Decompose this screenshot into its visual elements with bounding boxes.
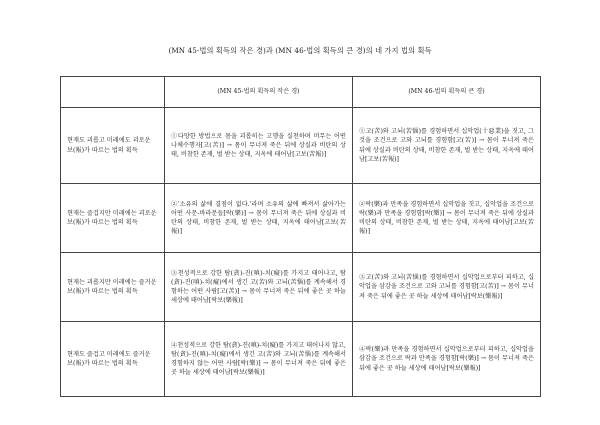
cell-text: ①다양한 방법으로 몸을 괴롭히는 고행을 실천하며 머무는 어떤 나체수행자[고(苦)] → 몸이 무너져 죽은 뒤에 상실과 비탄의 상태, 비참한 존재, 벌 받는 상태, 지옥에 태어남[고보(苦報)] bbox=[171, 132, 346, 159]
comparison-table bbox=[60, 76, 541, 397]
mn45-cell bbox=[165, 184, 353, 253]
table-header-row bbox=[61, 77, 541, 108]
table-row bbox=[61, 108, 541, 184]
mn46-cell bbox=[353, 322, 541, 397]
header-mn46: (MN 46-법의 획득의 큰 경) bbox=[353, 77, 541, 108]
mn46-cell bbox=[353, 108, 541, 184]
cell-text: ③천성적으로 강한 탐(貪)-진(嗔)-치(癡)를 가지고 태어나고, 탐(貪)-진(嗔)-치(癡)에서 생긴 고(苦)와 고뇌(苦惱)를 계속해서 경험하는 어떤 사람[고(苦)] → 몸이 무너져 죽은 뒤에 좋은 곳 하늘 세상에 태어남[락보(樂報)] bbox=[171, 269, 346, 305]
cell-text: ②'소유의 삶에 결점이 없다.'라며 소유의 삶에 빠져서 삶아가는 어떤 사문-바라문들[락(樂)] → 몸이 무너져 죽은 뒤에 상실과 비탄의 상태, 비참한 존재, 벌 받는 상태, 지옥에 태어남[고보(苦報)] bbox=[171, 200, 346, 236]
mn45-cell bbox=[165, 322, 353, 397]
table-row bbox=[61, 184, 541, 253]
cell-text: ④천성적으로 강한 탐(貪)-진(嗔)-치(癡)를 가지고 태어나지 않고, 탐(貪)-진(嗔)-치(癡)에서 생긴 고(苦)와 고뇌(苦惱)를 계속해서 경험하지 않는 어떤 사람[락(樂)] → 몸이 무너져 죽은 뒤에 좋은 곳 하늘 세상에 태어남[락보(樂報)] bbox=[171, 341, 346, 377]
cell-text: ③고(苦)와 고뇌(苦惱)를 경험하면서 십악업으로부터 피하고, 십악업을 삼감을 조건으로 고와 고뇌를 경험함[고(苦)] → 몸이 무너져 죽은 뒤에 좋은 곳 하늘 세상에 태어남[락보(樂報)] bbox=[359, 274, 534, 300]
row-label: 현재는 즐겁지만 미래에는 괴로운 보(報)가 따르는 법의 획득 bbox=[61, 184, 165, 253]
row-label: 현재도 즐겁고 미래에도 즐거운 보(報)가 따르는 법의 획득 bbox=[61, 322, 165, 397]
mn45-cell bbox=[165, 253, 353, 322]
table-row bbox=[61, 253, 541, 322]
mn45-cell bbox=[165, 108, 353, 184]
header-mn45: (MN 45-법의 획득의 작은 경) bbox=[165, 77, 353, 108]
row-label: 현재도 괴롭고 미래에도 괴로운 보(報)가 따르는 법의 획득 bbox=[61, 108, 165, 184]
row-label: 현재는 괴롭지만 미래에는 즐거운 보(報)가 따르는 법의 획득 bbox=[61, 253, 165, 322]
table-row bbox=[61, 322, 541, 397]
mn46-cell bbox=[353, 184, 541, 253]
document-title: (MN 45-법의 획득의 작은 경)과 (MN 46-법의 획득의 큰 경)의 네 가지 법의 획득 bbox=[168, 46, 432, 55]
mn46-cell bbox=[353, 253, 541, 322]
cell-text: ①고(苦)와 고뇌(苦惱)를 경험하면서 십악업(十惡業)을 짓고, 그것을 조건으로 고와 고뇌를 경험함[고(苦)] → 몸이 무너져 죽은 뒤에 상실과 비탄의 상태, 비참한 존재, 벌 받는 상태, 지옥에 태어남[고보(苦報)] bbox=[359, 128, 534, 163]
header-blank-cell bbox=[61, 77, 165, 108]
cell-text: ②락(樂)과 만족을 경험하면서 십악업을 짓고, 십악업을 조건으로 락(樂)과 만족을 경험함[락(樂)] → 몸이 무너져 죽은 뒤에 상실과 비탄의 상태, 비참한 존재, 벌 받는 상태, 지옥에 태어남[고보(苦報)] bbox=[359, 200, 534, 236]
cell-text: ④락(樂)과 만족을 경험하면서 십악업으로부터 피하고, 십악업을 삼감을 조건으로 락과 만족을 경험함[락(樂)] → 몸이 무너져 죽은 뒤에 좋은 곳 하늘 세상에 태어남[락보(樂報)] bbox=[359, 346, 534, 372]
